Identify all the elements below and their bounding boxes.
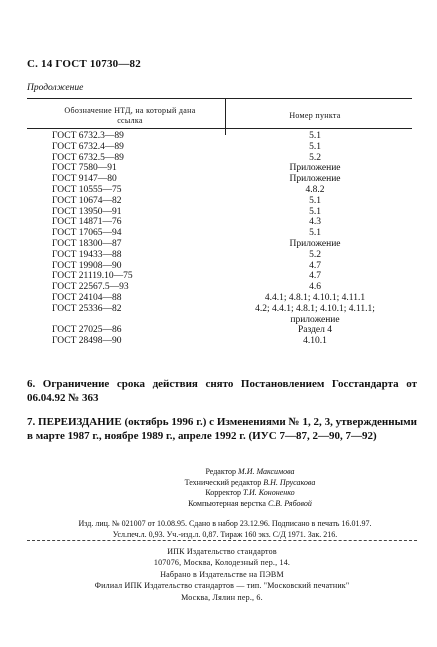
credit-editor [100, 467, 400, 478]
table-row [52, 174, 404, 185]
document-designation: ГОСТ 19908—90 [52, 260, 122, 271]
table-row [52, 196, 404, 207]
publication-line-2: Усл.печ.л. 0,93. Уч.-изд.л. 0,87. Тираж 160 экз. С/Д 1971. Зак. 216. [112, 529, 338, 539]
table-row [52, 142, 404, 153]
item-number-line: 4.4.1; 4.8.1; 4.10.1; 4.11.1 [264, 292, 366, 303]
item-number-line: Приложение [289, 238, 341, 249]
imprint-line-3: Набрано в Издательстве на ПЭВМ [160, 569, 284, 579]
item-number [226, 217, 404, 228]
section-7: 7. ПЕРЕИЗДАНИЕ (октябрь 1996 г.) с Изменениями № 1, 2, 3, утвержденными в марте 1987 г., ноябре 1989 г., апреле 1992 г. (ИУС 7—87, 2—90, 7—92) [27, 416, 417, 442]
credit-proofreader-role: Корректор [205, 488, 242, 498]
item-number [226, 250, 404, 261]
table-header-rule [27, 128, 412, 129]
credit-layout [100, 499, 400, 510]
item-number-line: 5.2 [309, 249, 321, 260]
item-number-line: 4.2; 4.4.1; 4.8.1; 4.10.1; 4.11.1; [255, 303, 375, 314]
item-number [226, 142, 404, 153]
table-row [52, 207, 404, 218]
table-row [52, 163, 404, 174]
imprint-line-5: Москва, Лялин пер., 6. [181, 592, 263, 602]
item-number [226, 336, 404, 347]
table-row [52, 261, 404, 272]
table-row [52, 336, 404, 347]
document-designation: ГОСТ 13950—91 [52, 206, 122, 217]
item-number [226, 282, 404, 293]
column-header-document-line1: Обозначение НТД, на который дана [64, 106, 196, 115]
credit-layout-name: С.В. Рябовой [267, 498, 312, 508]
credit-tech-editor [100, 478, 400, 489]
item-number-line: Приложение [289, 174, 341, 185]
document-designation: ГОСТ 21119.10—75 [52, 271, 133, 282]
document-designation: ГОСТ 9147—80 [52, 174, 117, 185]
document-designation: ГОСТ 27025—86 [52, 325, 122, 336]
document-designation: ГОСТ 6732.5—89 [52, 152, 124, 163]
credit-tech-editor-name: В.Н. Прусакова [263, 477, 316, 487]
item-number-line: 4.8.2 [305, 184, 325, 195]
credit-editor-name: М.И. Максимова [238, 467, 295, 476]
item-number [226, 163, 404, 174]
reference-table-body [52, 131, 404, 347]
item-number-line: 5.1 [309, 206, 321, 217]
document-designation: ГОСТ 10555—75 [52, 184, 122, 195]
imprint-line-1: ИПК Издательство стандартов [167, 547, 277, 556]
column-header-document-line2: ссылка [117, 116, 143, 125]
item-number [226, 174, 404, 185]
item-number-line: 4.7 [309, 260, 321, 271]
document-designation: ГОСТ 18300—87 [52, 238, 122, 249]
document-designation: ГОСТ 22567.5—93 [52, 282, 129, 293]
table-row [52, 239, 404, 250]
document-designation: ГОСТ 7580—91 [52, 163, 117, 174]
imprint-block [27, 546, 417, 603]
table-row [52, 217, 404, 228]
table-row [52, 250, 404, 261]
table-top-rule [27, 98, 412, 99]
document-designation: ГОСТ 25336—82 [52, 303, 122, 314]
item-number [226, 293, 404, 304]
item-number-line: 5.1 [309, 131, 321, 141]
item-number-line: 5.2 [309, 152, 321, 163]
item-number [226, 239, 404, 250]
document-designation: ГОСТ 19433—88 [52, 249, 122, 260]
credit-tech-editor-role: Технический редактор [184, 477, 262, 487]
item-number [226, 228, 404, 239]
item-number-line: 5.1 [309, 141, 321, 152]
item-number-line: 4.7 [309, 271, 321, 282]
item-number-line: Приложение [289, 163, 341, 174]
item-number [226, 304, 404, 326]
item-number-line: приложение [290, 314, 340, 325]
document-designation: ГОСТ 14871—76 [52, 217, 122, 228]
document-designation: ГОСТ 28498—90 [52, 336, 122, 347]
document-designation: ГОСТ 24104—88 [52, 292, 122, 303]
document-designation: ГОСТ 17065—94 [52, 228, 122, 239]
imprint-line-2: 107076, Москва, Колодезный пер., 14. [153, 558, 291, 568]
table-row [52, 304, 404, 326]
credits-block [100, 467, 400, 509]
document-designation: ГОСТ 6732.3—89 [52, 131, 124, 141]
item-number-line: 4.3 [309, 217, 321, 228]
item-number-line: 5.1 [309, 228, 321, 239]
table-row [52, 293, 404, 304]
imprint-line-4: Филиал ИПК Издательство стандартов — тип. "Московский печатник" [94, 581, 350, 591]
continuation-label: Продолжение [27, 83, 84, 93]
page-header: С. 14 ГОСТ 10730—82 [27, 58, 141, 70]
item-number [226, 207, 404, 218]
item-number [226, 271, 404, 282]
document-designation: ГОСТ 6732.4—89 [52, 141, 124, 152]
item-number-line: 4.6 [309, 282, 321, 293]
imprint-divider [27, 540, 417, 541]
section-6: 6. Ограничение срока действия снято Постановлением Госстандарта от 06.04.92 № 363 [27, 378, 417, 404]
document-designation: ГОСТ 10674—82 [52, 195, 122, 206]
credit-layout-role: Компьютерная верстка [188, 498, 266, 508]
item-number [226, 261, 404, 272]
table-row [52, 131, 404, 142]
item-number-line: 4.10.1 [303, 336, 327, 347]
table-row [52, 228, 404, 239]
item-number [226, 185, 404, 196]
credit-proofreader [100, 488, 400, 499]
publication-info [30, 519, 420, 540]
column-header-item: Номер пункта [289, 111, 341, 120]
item-number [226, 153, 404, 164]
item-number [226, 325, 404, 336]
item-number-line: Раздел 4 [298, 325, 332, 336]
item-number-line: 5.1 [309, 195, 321, 206]
column-divider [225, 98, 226, 135]
table-row [52, 271, 404, 282]
credit-editor-role: Редактор [205, 467, 237, 476]
table-row [52, 185, 404, 196]
column-header-document [40, 106, 220, 126]
item-number [226, 131, 404, 142]
table-row [52, 282, 404, 293]
publication-line-1: Изд. лиц. № 021007 от 10.08.95. Сдано в набор 23.12.96. Подписано в печать 16.01.97. [78, 519, 372, 528]
item-number [226, 196, 404, 207]
credit-proofreader-name: Т.И. Кононенко [243, 488, 295, 498]
table-row [52, 153, 404, 164]
table-row [52, 325, 404, 336]
